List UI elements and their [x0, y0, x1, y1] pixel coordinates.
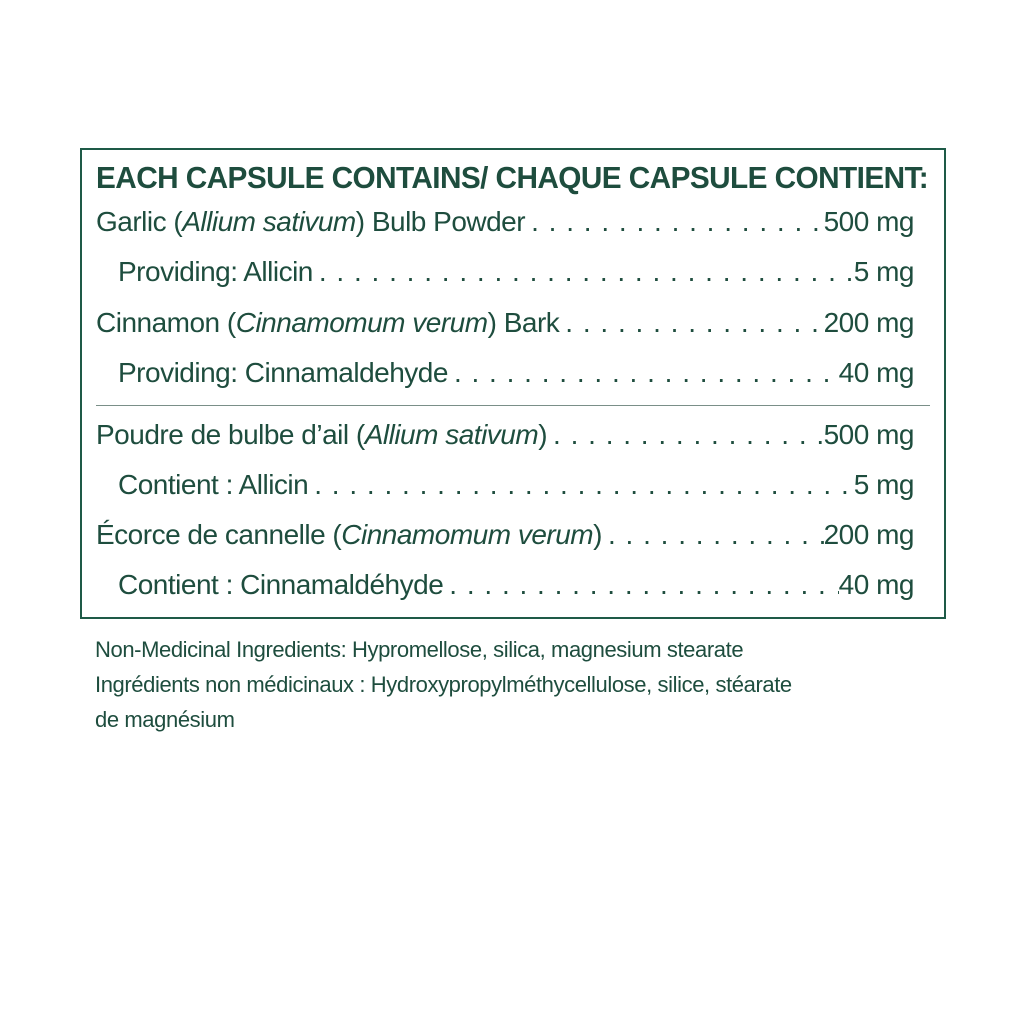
leader-dots [559, 303, 823, 343]
leader-dots [602, 515, 824, 555]
leader-dots [525, 202, 824, 242]
ingredient-name: Cinnamon (Cinnamomum verum) Bark [96, 307, 560, 338]
ingredient-row-cinnamon-en [96, 303, 914, 343]
non-medicinal-ingredients [95, 632, 925, 737]
ingredient-amount: 40 mg [838, 569, 914, 600]
leader-dots [308, 465, 854, 505]
ingredient-amount: 500 mg [823, 206, 914, 237]
ingredient-name: Providing: Allicin [118, 256, 313, 287]
leader-dots [547, 415, 824, 455]
ingredient-name: Poudre de bulbe d’ail (Allium sativum) [96, 419, 548, 450]
panel-heading: EACH CAPSULE CONTAINS/ CHAQUE CAPSULE CONTIENT: [96, 160, 929, 195]
ingredient-row-cinnamon-fr [96, 515, 914, 555]
leader-dots [448, 353, 839, 393]
ingredient-name: Contient : Cinnamaldéhyde [118, 569, 444, 600]
non-medicinal-english: Non-Medicinal Ingredients: Hypromellose, silica, magnesium stearate [95, 637, 744, 662]
non-medicinal-french-line1: Ingrédients non médicinaux : Hydroxypropylméthycellulose, silice, stéarate [95, 672, 792, 697]
ingredient-row-cinnamaldehyde-fr [118, 565, 914, 605]
ingredient-amount: 5 mg [853, 469, 914, 500]
ingredient-name: Providing: Cinnamaldehyde [118, 357, 448, 388]
ingredient-name: Écorce de cannelle (Cinnamomum verum) [96, 519, 602, 550]
ingredient-row-cinnamaldehyde-en [118, 353, 914, 393]
ingredient-amount: 200 mg [823, 519, 914, 550]
ingredient-amount: 200 mg [823, 307, 914, 338]
ingredient-row-garlic-fr [96, 415, 914, 455]
ingredient-amount: 5 mg [853, 256, 914, 287]
non-medicinal-french-line2: de magnésium [95, 707, 235, 732]
ingredient-name: Garlic (Allium sativum) Bulb Powder [96, 206, 526, 237]
ingredient-name: Contient : Allicin [118, 469, 309, 500]
language-divider [96, 405, 930, 406]
leader-dots [443, 565, 838, 605]
ingredient-row-allicin-en [118, 252, 914, 292]
leader-dots [313, 252, 854, 292]
supplement-facts-panel [80, 148, 946, 619]
ingredient-amount: 500 mg [823, 419, 914, 450]
ingredient-row-allicin-fr [118, 465, 914, 505]
ingredient-amount: 40 mg [838, 357, 914, 388]
ingredient-row-garlic-en [96, 202, 914, 242]
